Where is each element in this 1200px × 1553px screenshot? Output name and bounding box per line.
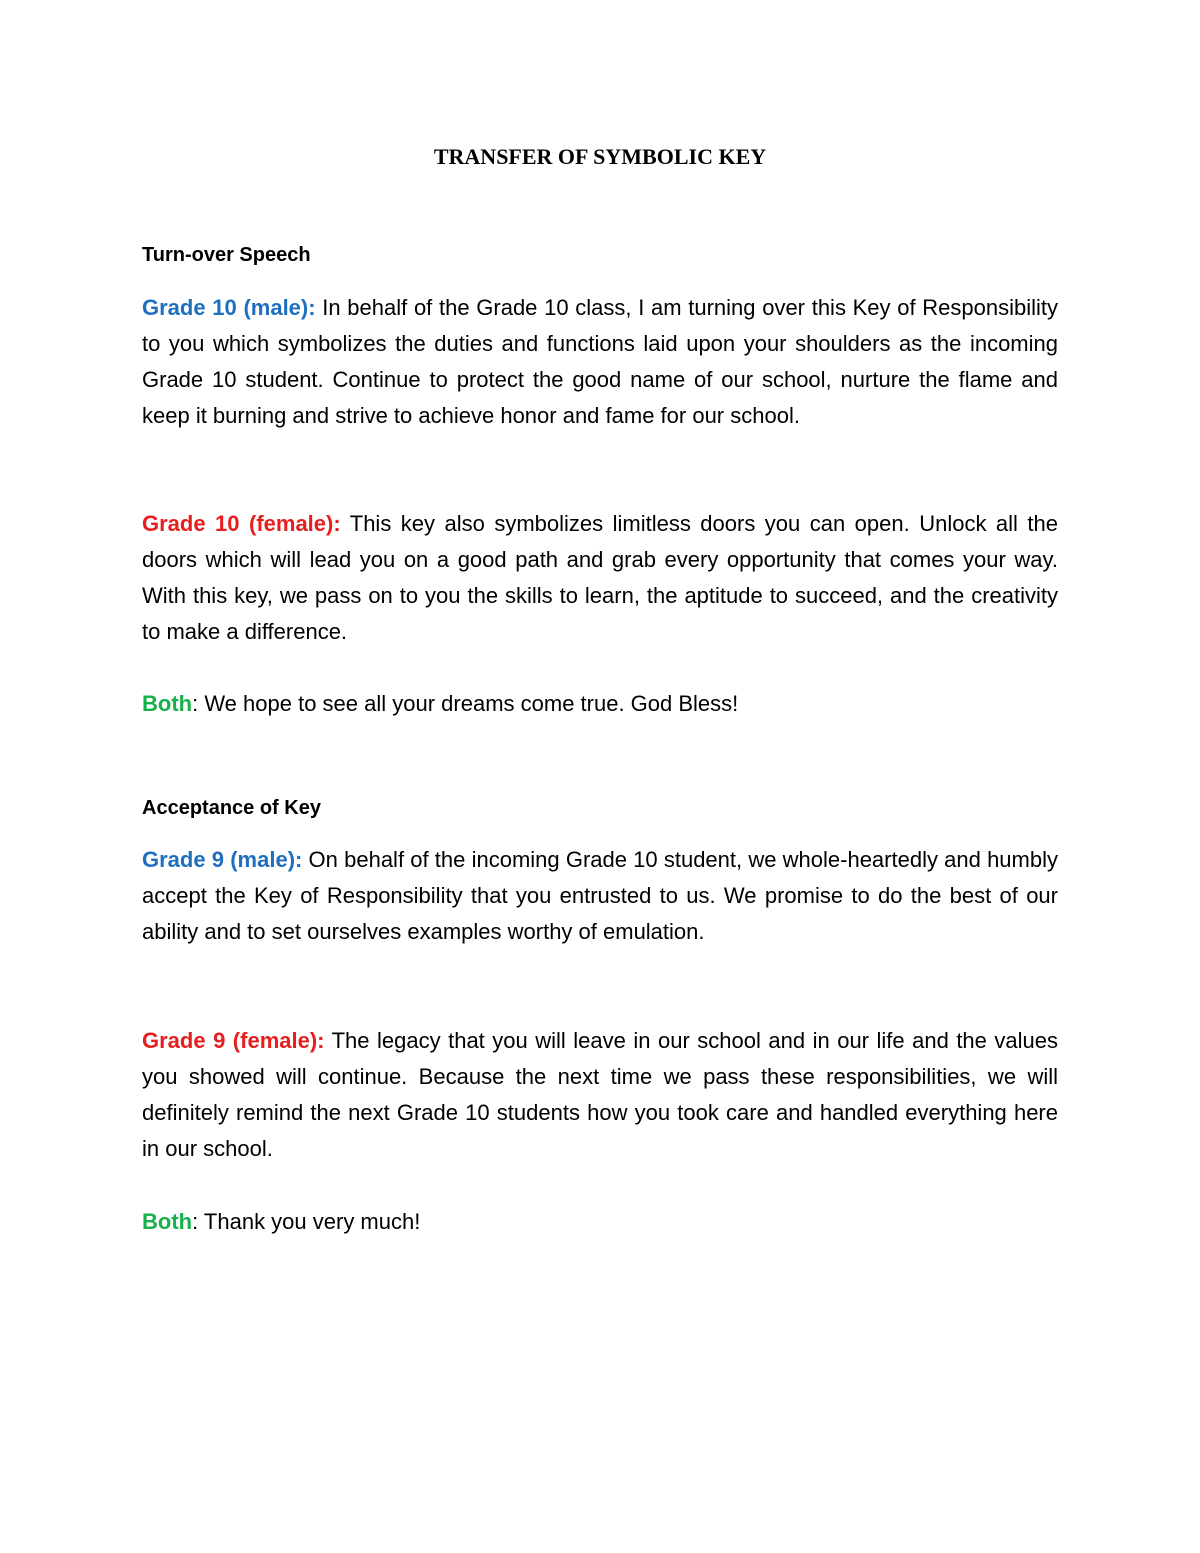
- speaker-label: Both: [142, 1209, 193, 1234]
- paragraph-grade10-male: [142, 290, 1058, 434]
- paragraph-text: In behalf of the Grade 10 class, I am turning over this Key of Responsibility to you which symbolizes the duties and functions laid upon your shoulders as the incoming Grade 10 student. Continue to protect the good name of our school, nurture the flame and keep it burning and strive to achieve honor and fame for our school.: [142, 295, 1059, 428]
- speaker-label: Grade 10 (female):: [142, 511, 341, 536]
- speaker-label: Grade 9 (male):: [142, 847, 303, 872]
- paragraph-grade9-female: [142, 1023, 1058, 1167]
- paragraph-text: : We hope to see all your dreams come true. God Bless!: [192, 691, 739, 716]
- paragraph-both-1: [142, 686, 1058, 722]
- speaker-label: Grade 9 (female):: [142, 1028, 325, 1053]
- paragraph-grade10-female: [142, 506, 1058, 650]
- paragraph-text: This key also symbolizes limitless doors you can open. Unlock all the doors which will lead you on a good path and grab every opportunity that comes your way. With this key, we pass on to you the skills to learn, the aptitude to succeed, and the creativity to make a difference.: [142, 511, 1058, 644]
- section-heading-turnover: Turn-over Speech: [142, 244, 311, 266]
- paragraph-text: The legacy that you will leave in our school and in our life and the values you showed will continue. Because the next time we pass these responsibilities, we will definitely remind the next Grade 10 students how you took care and handled everything here in our school.: [142, 1028, 1058, 1161]
- paragraph-grade9-male: [142, 842, 1058, 950]
- paragraph-text: : Thank you very much!: [192, 1209, 421, 1234]
- paragraph-both-2: [142, 1204, 1058, 1240]
- document-title: TRANSFER OF SYMBOLIC KEY: [433, 144, 767, 169]
- section-heading-acceptance: Acceptance of Key: [142, 797, 321, 819]
- paragraph-text: On behalf of the incoming Grade 10 student, we whole-heartedly and humbly accept the Key of Responsibility that you entrusted to us. We promise to do the best of our ability and to set ourselves examples worthy of emulation.: [142, 847, 1058, 944]
- speaker-label: Grade 10 (male):: [142, 295, 316, 320]
- speaker-label: Both: [142, 691, 193, 716]
